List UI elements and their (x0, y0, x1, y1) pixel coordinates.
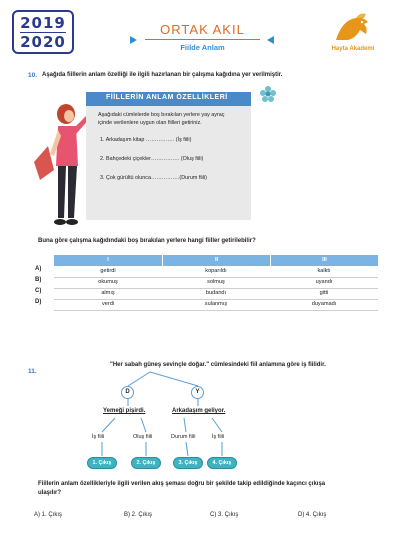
option-label[interactable]: A) (35, 266, 42, 272)
exit-3-badge: 3. Çıkış (173, 457, 203, 469)
flow-leaf-3: Durum fiili (171, 434, 196, 440)
option-label[interactable]: C) (35, 288, 42, 294)
table-header: II (162, 255, 270, 266)
exit-1-badge: 1. Çıkış (87, 457, 117, 469)
answer-option-a[interactable]: A) 1. Çıkış (34, 512, 63, 518)
question-11-question-line2: ulaşılır? (38, 490, 62, 496)
worksheet-item-1: 1. Arkadaşım kitap ……………. (İş fiili) (100, 137, 192, 143)
table-cell: kalktı (317, 268, 331, 274)
question-11-number: 11. (28, 368, 37, 375)
header-title: ORTAK AKIL (145, 22, 260, 40)
table-cell: okumuş (98, 279, 118, 285)
flow-sentence-left: Yemeği pişirdi. (103, 408, 146, 414)
option-label[interactable]: D) (35, 299, 42, 305)
flow-node-true[interactable]: D (121, 386, 134, 399)
table-cell: duyamadı (311, 301, 337, 307)
exit-2-badge: 2. Çıkış (131, 457, 161, 469)
worksheet-instructions-line2: içinde verilenlere uygun olan fiilleri getiriniz. (98, 120, 202, 126)
table-cell: uyandı (315, 279, 333, 285)
flow-leaf-1: İş fiili (92, 434, 105, 440)
table-cell: getirdi (100, 268, 116, 274)
table-cell: verdi (101, 301, 115, 307)
flow-leaf-2: Oluş fiili (133, 434, 153, 440)
table-cell: budandı (205, 290, 227, 296)
question-10-prompt: Aşağıda fiillerin anlam özelliği ile ilgili hazırlanan bir çalışma kağıdına yer verilmiştir. (42, 72, 283, 78)
option-label[interactable]: B) (35, 277, 42, 283)
question-10-question: Buna göre çalışma kağıdındaki boş bırakılan yerlere hangi fiiller getirilebilir? (38, 238, 256, 244)
table-cell: almış (101, 290, 115, 296)
worksheet-instructions-line1: Aşağıdaki cümlelerde boş bırakılan yerlere yay ayraç (98, 112, 225, 118)
flowchart-statement: "Her sabah güneş sevinçle doğar." cümlesindeki fiil anlamına göre iş fiilidir. (110, 362, 326, 368)
table-header: III (270, 255, 378, 266)
logo-text: Hayta Akademi (331, 46, 375, 52)
worksheet-item-2: 2. Bahçedeki çiçekler……………. (Oluş fiili) (100, 156, 204, 162)
flow-leaf-4: İş fiili (212, 434, 225, 440)
exit-4-badge: 4. Çıkış (207, 457, 237, 469)
table-cell: sulanmış (204, 301, 228, 307)
table-cell: koparıldı (205, 268, 227, 274)
question-11-question-line1: Fiillerin anlam özellikleriyle ilgili verilen akış şeması doğru bir şekilde takip edildiğinde kaçıncı çıkışa (38, 481, 326, 487)
header-subtitle: Fiilde Anlam (180, 43, 225, 52)
year-bottom: 2020 (20, 33, 66, 51)
answer-option-d[interactable]: D) 4. Çıkış (298, 512, 327, 518)
worksheet-item-3: 3. Çok gürültü olunca…………….(Durum fiili) (100, 175, 207, 181)
flow-node-false[interactable]: Y (191, 386, 204, 399)
flow-sentence-right: Arkadaşım geliyor. (172, 408, 226, 414)
answer-option-c[interactable]: C) 3. Çıkış (210, 512, 239, 518)
question-10-number: 10. (28, 72, 38, 79)
table-cell: solmuş (207, 279, 225, 285)
worksheet-card-title: FİİLLERİN ANLAM ÖZELLİKLERİ (106, 94, 228, 101)
table-header: I (54, 255, 162, 266)
answer-option-b[interactable]: B) 2. Çıkış (124, 512, 153, 518)
year-top: 2019 (20, 14, 66, 32)
table-cell: gitti (319, 290, 329, 296)
